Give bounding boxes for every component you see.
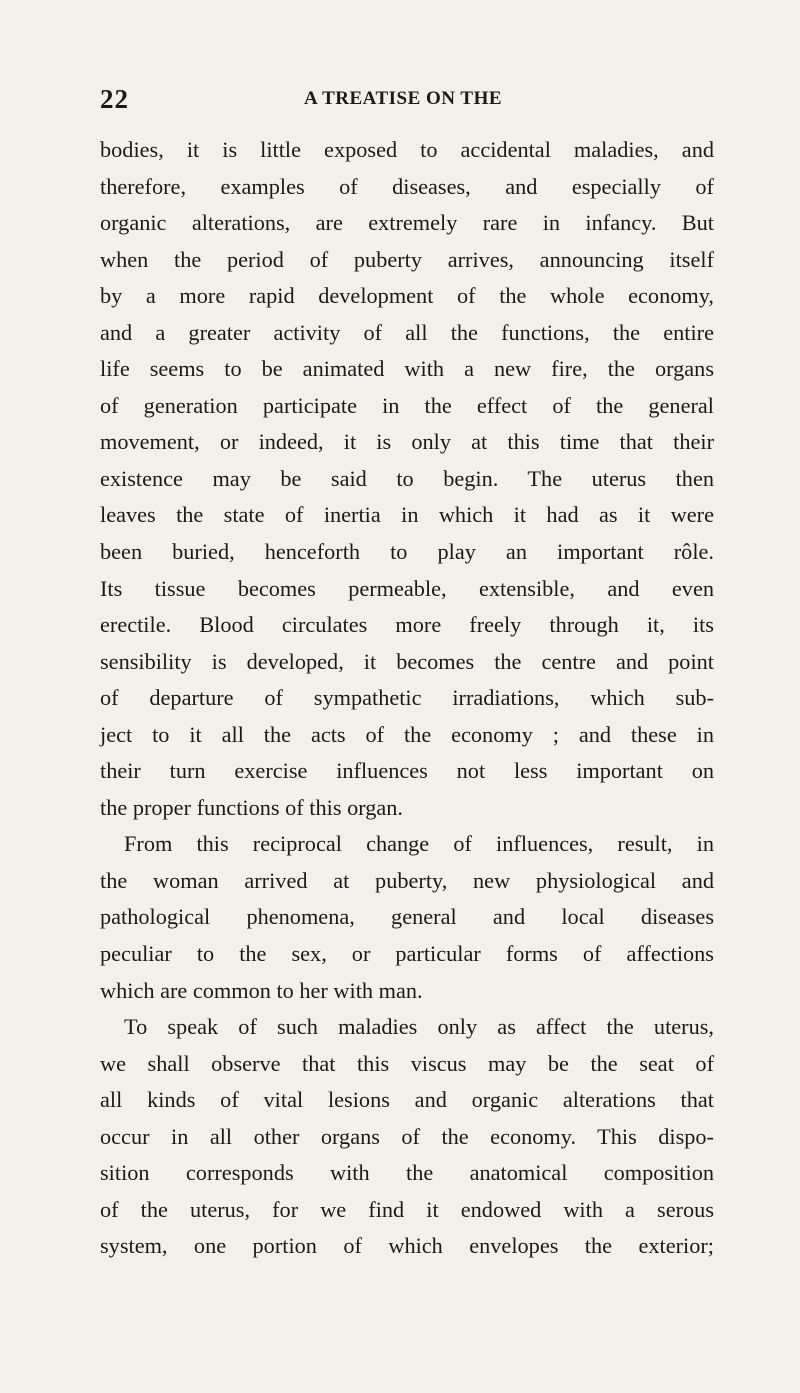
text-line: existence may be said to begin. The uterus then <box>100 465 714 491</box>
text-line: To speak of such maladies only as affect the uterus, <box>124 1014 714 1040</box>
text-line: peculiar to the sex, or particular forms of affections <box>100 941 714 967</box>
text-line: therefore, examples of diseases, and especially of <box>100 173 714 199</box>
running-head: A TREATISE ON THE <box>304 88 503 109</box>
text-line: Its tissue becomes permeable, extensible, and even <box>100 575 714 601</box>
text-line: sensibility is developed, it becomes the centre and point <box>100 648 714 674</box>
page-header <box>100 84 714 118</box>
text-line: ject to it all the acts of the economy ; and these in <box>100 721 714 747</box>
text-line: system, one portion of which envelopes the exterior; <box>100 1233 714 1259</box>
text-line: and a greater activity of all the functions, the entire <box>100 319 714 345</box>
text-line: of the uterus, for we find it endowed with a serous <box>100 1196 714 1222</box>
text-line: pathological phenomena, general and local diseases <box>100 904 714 930</box>
text-line: bodies, it is little exposed to accidental maladies, and <box>100 137 714 162</box>
text-line: of generation participate in the effect of the general <box>100 392 714 418</box>
text-line: which are common to her with man. <box>100 977 423 1003</box>
text-line: we shall observe that this viscus may be the seat of <box>100 1050 714 1076</box>
text-line: sition corresponds with the anatomical composition <box>100 1160 714 1186</box>
text-line: erectile. Blood circulates more freely through it, its <box>100 612 714 638</box>
page-number: 22 <box>100 84 129 114</box>
text-line: of departure of sympathetic irradiations, which sub- <box>100 685 714 711</box>
text-line: movement, or indeed, it is only at this time that their <box>100 429 714 455</box>
text-line: occur in all other organs of the economy. This dispo- <box>100 1123 714 1149</box>
body-text <box>100 132 714 1265</box>
text-line: the woman arrived at puberty, new physiological and <box>100 867 714 893</box>
text-line: the proper functions of this organ. <box>100 794 404 820</box>
text-line: organic alterations, are extremely rare in infancy. But <box>100 210 714 236</box>
text-line: when the period of puberty arrives, announcing itself <box>100 246 714 272</box>
text-line: by a more rapid development of the whole economy, <box>100 283 714 309</box>
text-line: all kinds of vital lesions and organic alterations that <box>100 1087 714 1113</box>
text-line: leaves the state of inertia in which it had as it were <box>100 502 714 528</box>
text-line: been buried, henceforth to play an important rôle. <box>100 539 714 565</box>
text-line: From this reciprocal change of influences, result, in <box>124 831 714 857</box>
text-line: life seems to be animated with a new fire, the organs <box>100 356 714 382</box>
text-line: their turn exercise influences not less important on <box>100 758 714 784</box>
